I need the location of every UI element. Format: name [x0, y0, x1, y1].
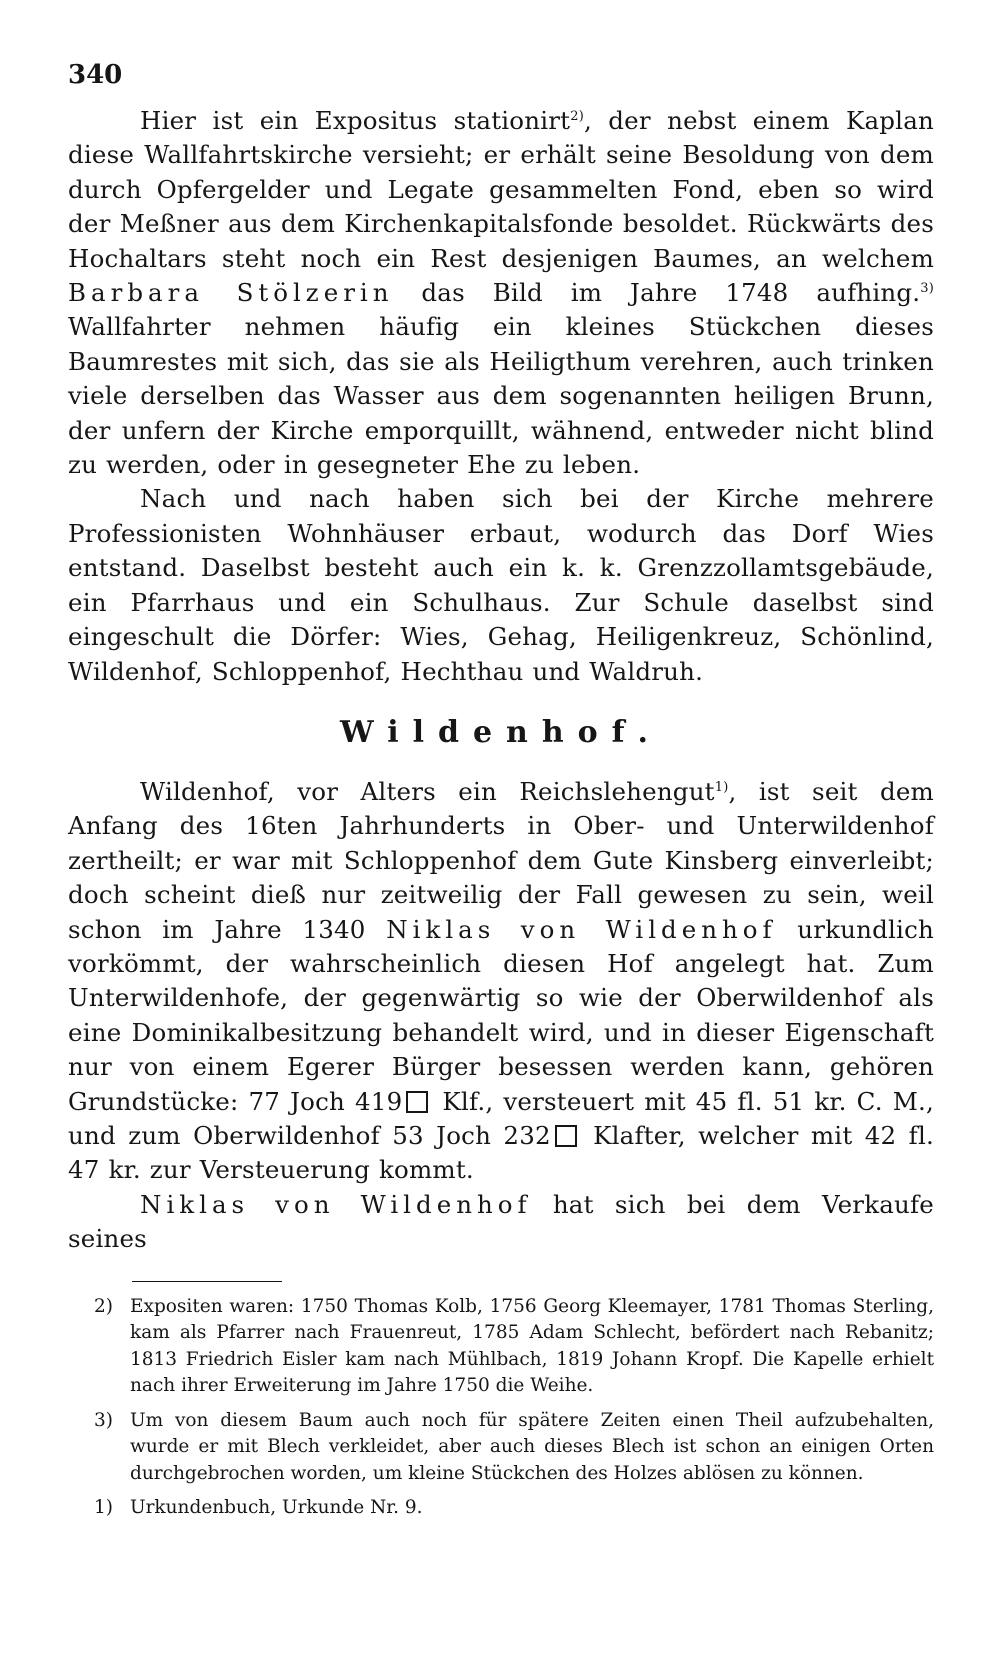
footnote-label: 1) — [94, 1497, 113, 1519]
text-run: Wildenhof, vor Alters ein Reichslehengut — [140, 776, 715, 806]
footnote-text: Um von diesem Baum auch noch für spätere Zeiten einen Theil aufzubehalten, wurde er mit Blech verkleidet, aber auch dieses Blech ist schon an einigen Orten durchgebrochen worden, um kleine Stückchen des Holzes ablösen zu können. — [130, 1409, 934, 1484]
text-run: das Bild im Jahre 1748 aufhing. — [393, 278, 921, 308]
text-run: Klafter, welcher mit 42 fl. 47 kr. zur Versteuerung kommt. — [68, 1120, 934, 1185]
footnote — [68, 1294, 934, 1400]
text-run: hat sich bei dem Verkaufe seines — [68, 1189, 935, 1254]
footnote-ref[interactable]: 3) — [920, 280, 934, 296]
square-measure-icon — [406, 1091, 428, 1113]
footnote-divider — [132, 1281, 282, 1282]
paragraph-dorf-wies: Nach und nach haben sich bei der Kirche mehrere Professionisten Wohnhäuser erbaut, wodurch das Dorf Wies entstand. Daselbst besteht auch ein k. k. Grenzzollamtsgebäude, ein Pfarrhaus und ein Schulhaus. Zur Schule daselbst sind eingeschult die Dörfer: Wies, Gehag, Heiligenkreuz, Schönlind, Wildenhof, Schloppenhof, Hechthau und Waldruh. — [68, 484, 934, 686]
footnote-text: Urkundenbuch, Urkunde Nr. 9. — [130, 1497, 423, 1519]
paragraph-wildenhof — [68, 775, 934, 1188]
paragraph-expositus — [68, 104, 934, 482]
text-run: Wallfahrter nehmen häufig ein kleines Stückchen dieses Baumrestes mit sich, das sie als Heiligthum verehren, auch trinken viele derselben das Wasser aus dem sogenannten heiligen Brunn, der unfern der Kirche emporquillt, wähnend, entweder nicht blind zu werden, oder in gesegneter Ehe zu leben. — [68, 312, 934, 480]
person-name: Niklas von Wildenhof — [386, 914, 777, 944]
footnote-label: 2) — [94, 1295, 113, 1317]
book-page — [68, 58, 934, 1522]
footnote-label: 3) — [94, 1409, 113, 1431]
person-name: Barbara Stölzerin — [68, 278, 394, 308]
footnote — [68, 1495, 934, 1522]
square-measure-icon — [555, 1125, 577, 1147]
text-run: Hier ist ein Expositus stationirt — [140, 106, 571, 135]
section-heading: Wildenhof. — [340, 714, 662, 750]
footnote-ref[interactable]: 2) — [570, 108, 584, 124]
text-run: , der nebst einem Kaplan diese Wallfahrtskirche versieht; er erhält seine Besoldung von dem durch Opfergelder und Legate gesammelten Fond, eben so wird der Meßner aus dem Kirchenkapitalsfonde besoldet. Rückwärts des Hochaltars steht noch ein Rest desjenigen Baumes, an welchem — [68, 106, 934, 273]
paragraph-niklas — [68, 1188, 934, 1257]
text-run: urkundlich vorkömmt, der wahrscheinlich diesen Hof angelegt hat. Zum Unterwildenhofe, der gegenwärtig so wie der Oberwildenhof als eine Dominikalbesitzung behandelt wird, und in dieser Eigenschaft nur von einem Egerer Bürger besessen werden kann, gehören Grundstücke: 77 Joch 419 — [68, 914, 934, 1116]
text-run: , ist seit dem Anfang des 16ten Jahrhunderts in Ober- und Unterwildenhof zertheilt; er war mit Schloppenhof dem Gute Kinsberg einverleibt; doch scheint dieß nur zeitweilig der Fall gewesen zu sein, weil schon im Jahre 1340 — [68, 776, 934, 944]
text-run: Klf., versteuert mit 45 fl. 51 kr. C. M., und zum Oberwildenhof 53 Joch 232 — [68, 1086, 935, 1150]
footnote — [68, 1408, 934, 1488]
person-name: Niklas von Wildenhof — [140, 1189, 532, 1219]
footnote-ref[interactable]: 1) — [714, 779, 729, 795]
footnote-text: Expositen waren: 1750 Thomas Kolb, 1756 Georg Kleemayer, 1781 Thomas Sterling, kam als Pfarrer nach Frauenreut, 1785 Adam Schlecht, befördert nach Rebanitz; 1813 Friedrich Eisler kam nach Mühlbach, 1819 Johann Kropf. Die Kapelle erhielt nach ihrer Erweiterung im Jahre 1750 die Weihe. — [130, 1295, 934, 1397]
page-number: 340 — [68, 60, 123, 90]
